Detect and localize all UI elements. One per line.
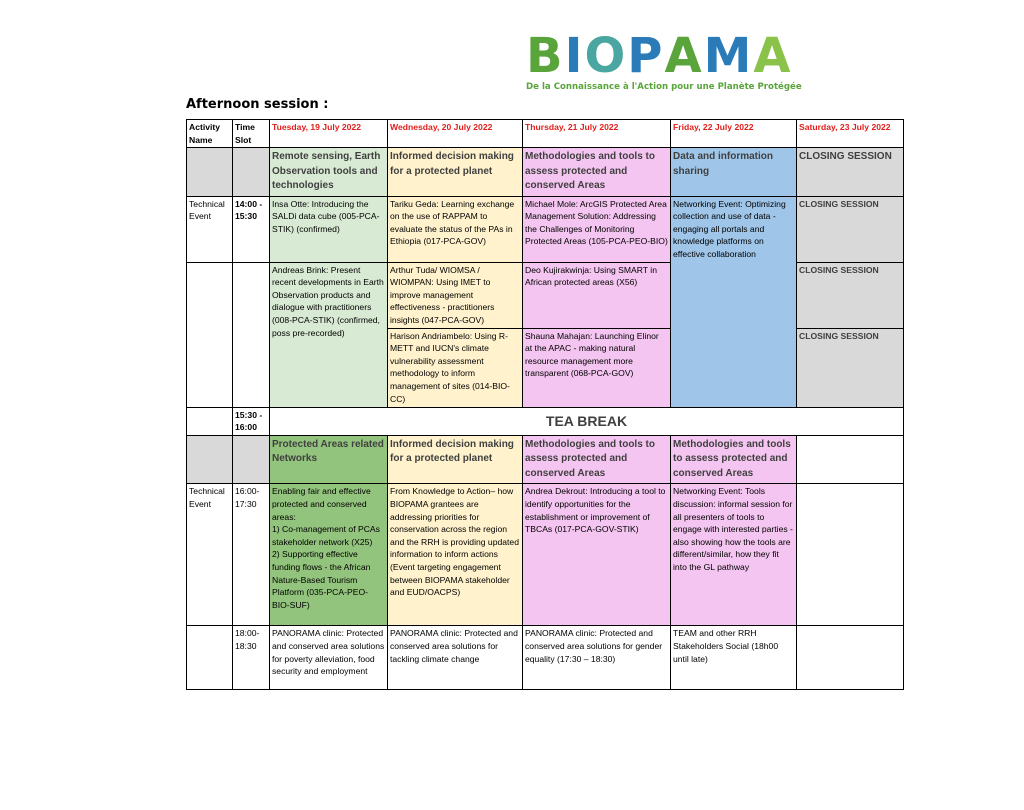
talk-cell: Tariku Geda: Learning exchange on the use of RAPPAM to evaluate the status of the PAs in Ethiopia (017-PCA-GOV) — [388, 196, 523, 262]
theme-row-2 — [187, 435, 904, 484]
logo-letter: P — [627, 28, 665, 84]
empty-cell — [187, 626, 233, 690]
empty-cell — [233, 262, 270, 407]
talk-cell: PANORAMA clinic: Protected and conserved area solutions for tackling climate change — [388, 626, 523, 690]
logo-letter: A — [753, 28, 793, 84]
header-activity: Activity Name — [187, 120, 233, 148]
logo-letter: A — [664, 28, 704, 84]
talk-cell: From Knowledge to Action– how BIOPAMA grantees are addressing priorities for conservation across the region and the RRH is providing updated information to inform actions (Event targeting engagement between BIOPAMA stakeholder and EUD/OACPS) — [388, 484, 523, 626]
logo-letter: I — [564, 28, 585, 84]
talk-cell: PANORAMA clinic: Protected and conserved area solutions for poverty alleviation, food security and employment — [270, 626, 388, 690]
theme-cell: Methodologies and tools to assess protected and conserved Areas — [671, 435, 797, 484]
closing-cell: CLOSING SESSION — [797, 196, 904, 262]
empty-cell — [797, 626, 904, 690]
empty-cell — [233, 435, 270, 484]
logo-letter: M — [703, 28, 754, 84]
session-row-1a — [187, 196, 904, 262]
talk-cell: Arthur Tuda/ WIOMSA / WIOMPAN: Using IMET to improve management effectiveness - practitioners insights (047-PCA-GOV) — [388, 262, 523, 328]
header-time: Time Slot — [233, 120, 270, 148]
time-cell: 15:30 - 16:00 — [233, 407, 270, 435]
theme-cell: Remote sensing, Earth Observation tools and technologies — [270, 148, 388, 197]
talk-cell: Michael Mole: ArcGIS Protected Area Management Solution: Addressing the Challenges of Monitoring Protected Areas (105-PCA-PEO-BIO) — [523, 196, 671, 262]
talk-cell: Insa Otte: Introducing the SALDi data cube (005-PCA-STIK) (confirmed) — [270, 196, 388, 262]
theme-cell: Protected Areas related Networks — [270, 435, 388, 484]
activity-cell: Technical Event — [187, 484, 233, 626]
empty-cell — [187, 148, 233, 197]
talk-cell: PANORAMA clinic: Protected and conserved area solutions for gender equality (17:30 – 18:30) — [523, 626, 671, 690]
talk-cell: Networking Event: Optimizing collection and use of data - engaging all portals and knowledge platforms on effective collaboration — [671, 196, 797, 407]
theme-cell: Data and information sharing — [671, 148, 797, 197]
header-day: Wednesday, 20 July 2022 — [388, 120, 523, 148]
theme-cell: Methodologies and tools to assess protected and conserved Areas — [523, 435, 671, 484]
header-day: Tuesday, 19 July 2022 — [270, 120, 388, 148]
session-row-2 — [187, 484, 904, 626]
activity-cell: Technical Event — [187, 196, 233, 262]
time-cell: 16:00- 17:30 — [233, 484, 270, 626]
closing-cell: CLOSING SESSION — [797, 328, 904, 407]
session-title: Afternoon session : — [186, 97, 329, 112]
empty-cell — [187, 407, 233, 435]
logo-letter: B — [526, 28, 565, 84]
logo-tagline: De la Connaissance à l'Action pour une Planète Protégée — [526, 82, 802, 92]
theme-cell: Informed decision making for a protected planet — [388, 148, 523, 197]
logo-wordmark — [526, 28, 793, 84]
talk-cell: Enabling fair and effective protected and conserved areas: 1) Co-management of PCAs stakeholder network (X25) 2) Supporting effective funding flows - the African Nature-Based Tourism Platform (035-PCA-PEO-BIO-SUF) — [270, 484, 388, 626]
header-day: Thursday, 21 July 2022 — [523, 120, 671, 148]
theme-row-1 — [187, 148, 904, 197]
talk-cell: Shauna Mahajan: Launching Elinor at the APAC - making natural resource management more transparent (068-PCA-GOV) — [523, 328, 671, 407]
theme-cell: Methodologies and tools to assess protected and conserved Areas — [523, 148, 671, 197]
break-row — [187, 407, 904, 435]
session-row-3 — [187, 626, 904, 690]
empty-cell — [187, 435, 233, 484]
tea-break-label: TEA BREAK — [270, 407, 904, 435]
talk-cell: TEAM and other RRH Stakeholders Social (18h00 until late) — [671, 626, 797, 690]
header-row — [187, 120, 904, 148]
talk-cell: Andreas Brink: Present recent developments in Earth Observation products and dialogue with practitioners (008-PCA-STIK) (confirmed, poss pre-recorded) — [270, 262, 388, 407]
theme-cell: CLOSING SESSION — [797, 148, 904, 197]
session-row-1b — [187, 262, 904, 328]
theme-cell: Informed decision making for a protected planet — [388, 435, 523, 484]
logo-letter: O — [584, 28, 628, 84]
talk-cell: Deo Kujirakwinja: Using SMART in African protected areas (X56) — [523, 262, 671, 328]
talk-cell: Harison Andriambelo: Using R-METT and IUCN's climate vulnerability assessment methodology to inform management of sites (014-BIO-CC) — [388, 328, 523, 407]
talk-cell: Networking Event: Tools discussion: informal session for all presenters of tools to engage with interested parties - also showing how the tools are different/similar, how they fit into the GL pathway — [671, 484, 797, 626]
empty-cell — [797, 484, 904, 626]
empty-cell — [187, 262, 233, 407]
time-cell: 18:00- 18:30 — [233, 626, 270, 690]
talk-cell: Andrea Dekrout: Introducing a tool to identify opportunities for the establishment or improvement of TBCAs (017-PCA-GOV-STIK) — [523, 484, 671, 626]
schedule-table — [186, 119, 904, 690]
empty-cell — [233, 148, 270, 197]
closing-cell: CLOSING SESSION — [797, 262, 904, 328]
biopama-logo — [526, 28, 802, 96]
header-day: Saturday, 23 July 2022 — [797, 120, 904, 148]
empty-cell — [797, 435, 904, 484]
header-day: Friday, 22 July 2022 — [671, 120, 797, 148]
time-cell: 14:00 - 15:30 — [233, 196, 270, 262]
